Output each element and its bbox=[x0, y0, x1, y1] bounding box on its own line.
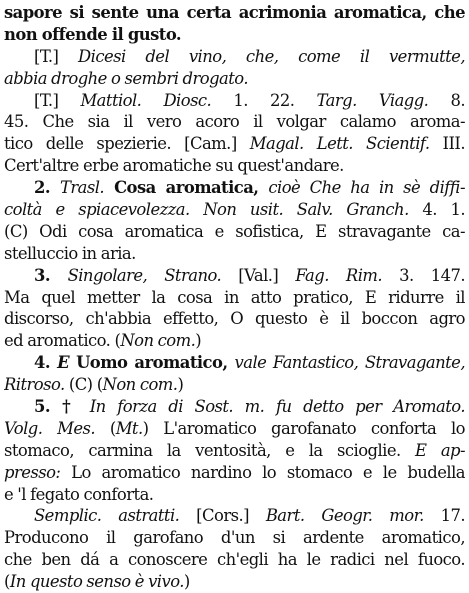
text-run: ) L'aromatico garofanato conforta lo bbox=[142, 418, 465, 438]
text-run: Magal. Lett. Scientif. bbox=[249, 134, 430, 154]
text-run: In questo senso è vivo. bbox=[9, 572, 184, 592]
text-line bbox=[4, 571, 465, 593]
text-line bbox=[4, 549, 465, 571]
dictionary-page bbox=[4, 2, 465, 593]
text-run: 3. bbox=[34, 265, 68, 285]
text-run: Trasl. bbox=[59, 178, 105, 198]
text-line bbox=[4, 111, 465, 133]
text-run: 2. bbox=[34, 178, 60, 198]
text-line bbox=[4, 155, 465, 177]
text-run: cioè Che ha in sè diffi- bbox=[268, 178, 465, 198]
text-run: presso: bbox=[4, 462, 61, 482]
text-run: Non com. bbox=[102, 375, 178, 395]
text-run: Volg. Mes. bbox=[4, 418, 96, 438]
text-line bbox=[4, 68, 465, 90]
text-line bbox=[4, 484, 465, 506]
text-run: E ap- bbox=[415, 440, 465, 460]
text-line bbox=[4, 462, 465, 484]
text-line bbox=[4, 177, 465, 199]
text-run: Uomo aromatico, bbox=[76, 353, 235, 373]
text-run: ) bbox=[195, 331, 202, 351]
text-run: (C) ( bbox=[64, 375, 103, 395]
text-run: In forza di Sost. m. fu detto per Aromato. bbox=[89, 397, 465, 417]
text-line bbox=[4, 265, 465, 287]
text-line bbox=[4, 287, 465, 309]
text-line bbox=[4, 2, 465, 24]
text-line bbox=[4, 418, 465, 440]
text-line bbox=[4, 243, 465, 265]
text-run: che ben dá a conoscere ch'egli ha le radici nel fuoco. bbox=[4, 550, 465, 570]
text-run: non offende il gusto. bbox=[4, 24, 182, 44]
text-run: 8. bbox=[428, 90, 465, 110]
text-run: Cosa aromatica, bbox=[104, 178, 269, 198]
text-line bbox=[4, 221, 465, 243]
text-run: Ma quel metter la cosa in atto pratico, E ridurre il bbox=[4, 287, 465, 307]
text-run: [T.] bbox=[34, 46, 79, 66]
text-run: (C) Odi cosa aromatica e sofistica, E stravagante ca- bbox=[4, 221, 465, 241]
text-run: 4. 1. bbox=[408, 200, 465, 220]
text-line bbox=[4, 46, 465, 68]
text-run: Bart. Geogr. mor. bbox=[265, 506, 424, 526]
text-run: stomaco, carmina la ventosità, e la scioglie. bbox=[4, 440, 416, 460]
text-line bbox=[4, 199, 465, 221]
text-run: Dicesi del vino, che, come il vermutte, bbox=[78, 46, 465, 66]
text-run: ed aromatico. ( bbox=[4, 331, 121, 351]
text-line bbox=[4, 308, 465, 330]
text-run: [Val.] bbox=[221, 265, 296, 285]
text-run: 4. bbox=[34, 353, 58, 373]
text-run: Singolare, Strano. bbox=[67, 265, 222, 285]
text-run: Mattiol. Diosc. bbox=[80, 90, 212, 110]
text-run: Semplic. astratti. bbox=[34, 506, 180, 526]
text-run: 17. bbox=[423, 506, 465, 526]
text-line bbox=[4, 505, 465, 527]
text-run: ) bbox=[177, 375, 184, 395]
text-run: Producono il garofano d'un si ardente aromatico, bbox=[4, 528, 465, 548]
text-run: ) bbox=[183, 572, 190, 592]
text-line bbox=[4, 440, 465, 462]
text-run: stelluccio in aria. bbox=[4, 243, 136, 263]
text-run: Non com. bbox=[120, 331, 196, 351]
text-run: Cert'altre erbe aromatiche su quest'andare. bbox=[4, 156, 344, 176]
text-run: E bbox=[57, 353, 77, 373]
text-run: discorso, ch'abbia effetto, O questo è il boccon agro bbox=[4, 309, 465, 329]
text-run: sapore si sente una certa acrimonia aromatica, che bbox=[4, 3, 465, 22]
text-run: 5. † bbox=[34, 397, 90, 417]
text-run: vale Fantastico, Stravagante, bbox=[234, 353, 465, 373]
text-line bbox=[4, 374, 465, 396]
text-line bbox=[4, 24, 465, 46]
text-run: 1. 22. bbox=[211, 90, 317, 110]
text-run: tico delle spezierie. [Cam.] bbox=[4, 134, 250, 154]
text-run: coltà e spiacevolezza. Non usit. Salv. Granch. bbox=[4, 200, 409, 220]
text-line bbox=[4, 396, 465, 418]
text-line bbox=[4, 352, 465, 374]
text-run: [T.] bbox=[34, 90, 81, 110]
text-run: Lo aromatico nardino lo stomaco e le budella bbox=[60, 462, 465, 482]
text-run: III. bbox=[429, 134, 465, 154]
text-line bbox=[4, 527, 465, 549]
text-line bbox=[4, 133, 465, 155]
text-line bbox=[4, 90, 465, 112]
text-run: 3. 147. bbox=[382, 265, 465, 285]
text-run: abbia droghe o sembri drogato. bbox=[4, 68, 248, 88]
text-line bbox=[4, 330, 465, 352]
text-run: Ritroso. bbox=[4, 375, 65, 395]
text-run: 45. Che sia il vero acoro il volgar calamo aroma- bbox=[4, 112, 465, 132]
text-run: Fag. Rim. bbox=[295, 265, 383, 285]
text-run: ( bbox=[4, 572, 10, 592]
text-run: Mt. bbox=[115, 418, 143, 438]
text-run: [Cors.] bbox=[179, 506, 266, 526]
text-run: e 'l fegato conforta. bbox=[4, 484, 154, 504]
text-run: Targ. Viagg. bbox=[316, 90, 429, 110]
text-run: ( bbox=[95, 418, 116, 438]
